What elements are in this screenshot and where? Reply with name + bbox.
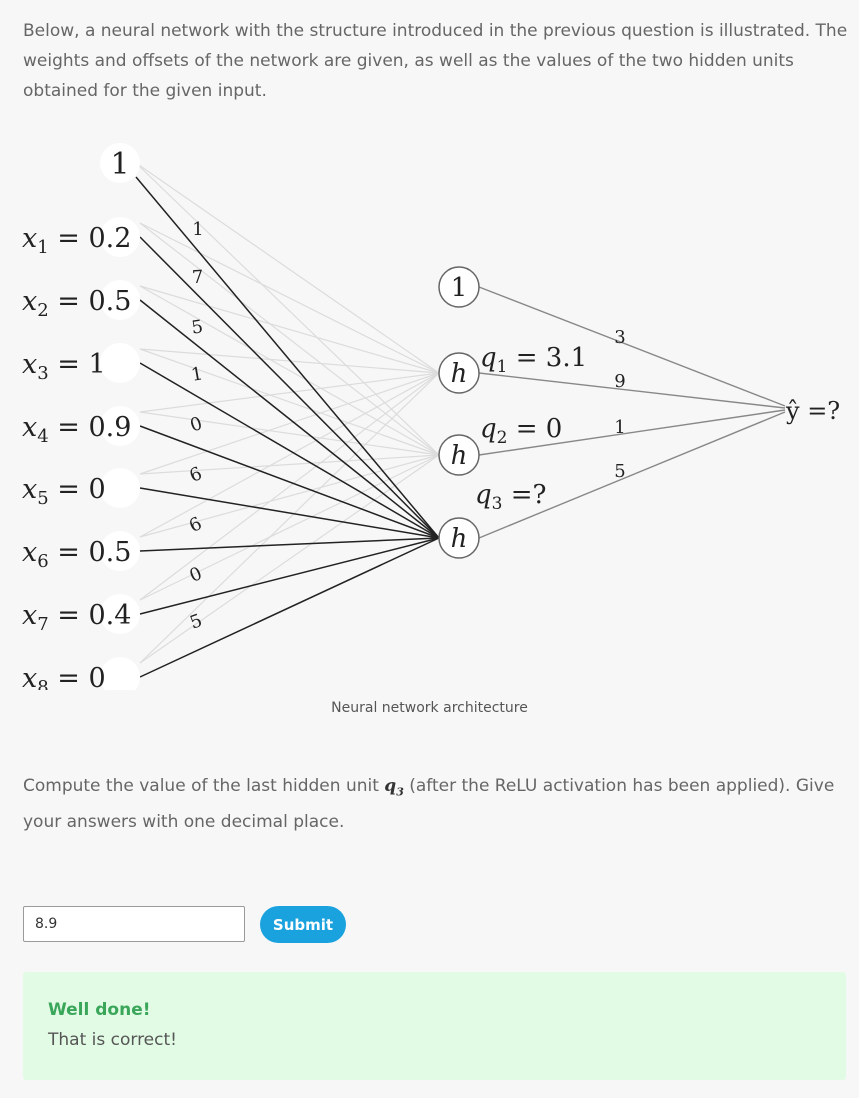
edge-faint <box>140 223 439 455</box>
input-label: $x_1 = 0.2$ <box>22 223 132 258</box>
intro-text: Below, a neural network with the structure introduced in the previous question is illustrated. The weights and offsets of the network are given, as well as the values of the two hidden units obtained for the given input. <box>23 21 848 101</box>
network-diagram <box>0 130 859 690</box>
weight-label: 0 <box>187 413 205 437</box>
edge-faint <box>136 163 439 373</box>
hidden-value-label: $q_1 = 3.1$ <box>480 343 588 377</box>
feedback-box <box>23 972 846 1080</box>
question-before: Compute the value of the last hidden unit <box>23 776 385 796</box>
weight-label: 0 <box>186 563 206 587</box>
hidden-value-label: $q_2 = 0$ <box>480 414 563 448</box>
output-weight-label: 3 <box>614 327 626 348</box>
edge-q3 <box>140 237 439 538</box>
input-node <box>100 657 140 690</box>
input-node <box>100 343 140 383</box>
network-figure <box>0 130 859 690</box>
weight-label: 7 <box>191 266 204 289</box>
edge-faint <box>140 349 439 455</box>
hidden-value-label: $q_3$ =? <box>475 480 547 514</box>
weight-label: 6 <box>185 513 206 538</box>
answer-input[interactable] <box>23 906 245 942</box>
figure-caption: Neural network architecture <box>331 700 528 716</box>
edge-q3 <box>136 177 439 538</box>
edge-faint <box>140 223 439 373</box>
feedback-title: Well done! <box>48 1000 151 1020</box>
edge-faint <box>140 373 439 412</box>
output-weight-label: 5 <box>614 461 626 482</box>
input-label: $x_8 = 0$ <box>22 663 106 690</box>
hidden-node-label: h <box>450 441 468 471</box>
weight-label: 5 <box>187 610 206 634</box>
hidden-node-label: h <box>450 359 468 389</box>
edge-output <box>479 373 785 408</box>
output-weight-label: 9 <box>614 371 626 392</box>
weight-label: 1 <box>192 219 204 240</box>
input-label: $x_2 = 0.5$ <box>22 286 132 321</box>
input-label: $x_5 = 0$ <box>22 474 106 509</box>
input-label: $x_6 = 0.5$ <box>22 537 132 572</box>
network-labels <box>22 147 840 690</box>
output-weight-label: 1 <box>614 417 626 438</box>
edge-faint <box>140 455 439 600</box>
submit-button[interactable]: Submit <box>260 906 346 943</box>
question-after: (after the ReLU activation has been applied). Give your answers with one decimal place. <box>23 776 835 833</box>
hidden-node-label: h <box>450 524 468 554</box>
hidden-bias-label: 1 <box>450 273 468 303</box>
bias-input-label: 1 <box>110 147 130 182</box>
feedback-message: That is correct! <box>48 1030 177 1050</box>
question-var: $q_3$ <box>384 776 404 799</box>
input-label: $x_3 = 1$ <box>22 349 106 384</box>
edge-faint <box>140 455 439 474</box>
input-label: $x_4 = 0.9$ <box>22 412 132 447</box>
input-label: $x_7 = 0.4$ <box>22 600 132 635</box>
weight-label: 6 <box>186 463 206 487</box>
weight-label: 1 <box>189 363 205 386</box>
edge-q3 <box>140 426 439 538</box>
network-edges <box>136 163 785 677</box>
weight-label: 5 <box>190 316 205 339</box>
output-label: ŷ =? <box>786 397 841 425</box>
input-node <box>100 468 140 508</box>
question-text <box>23 771 848 837</box>
